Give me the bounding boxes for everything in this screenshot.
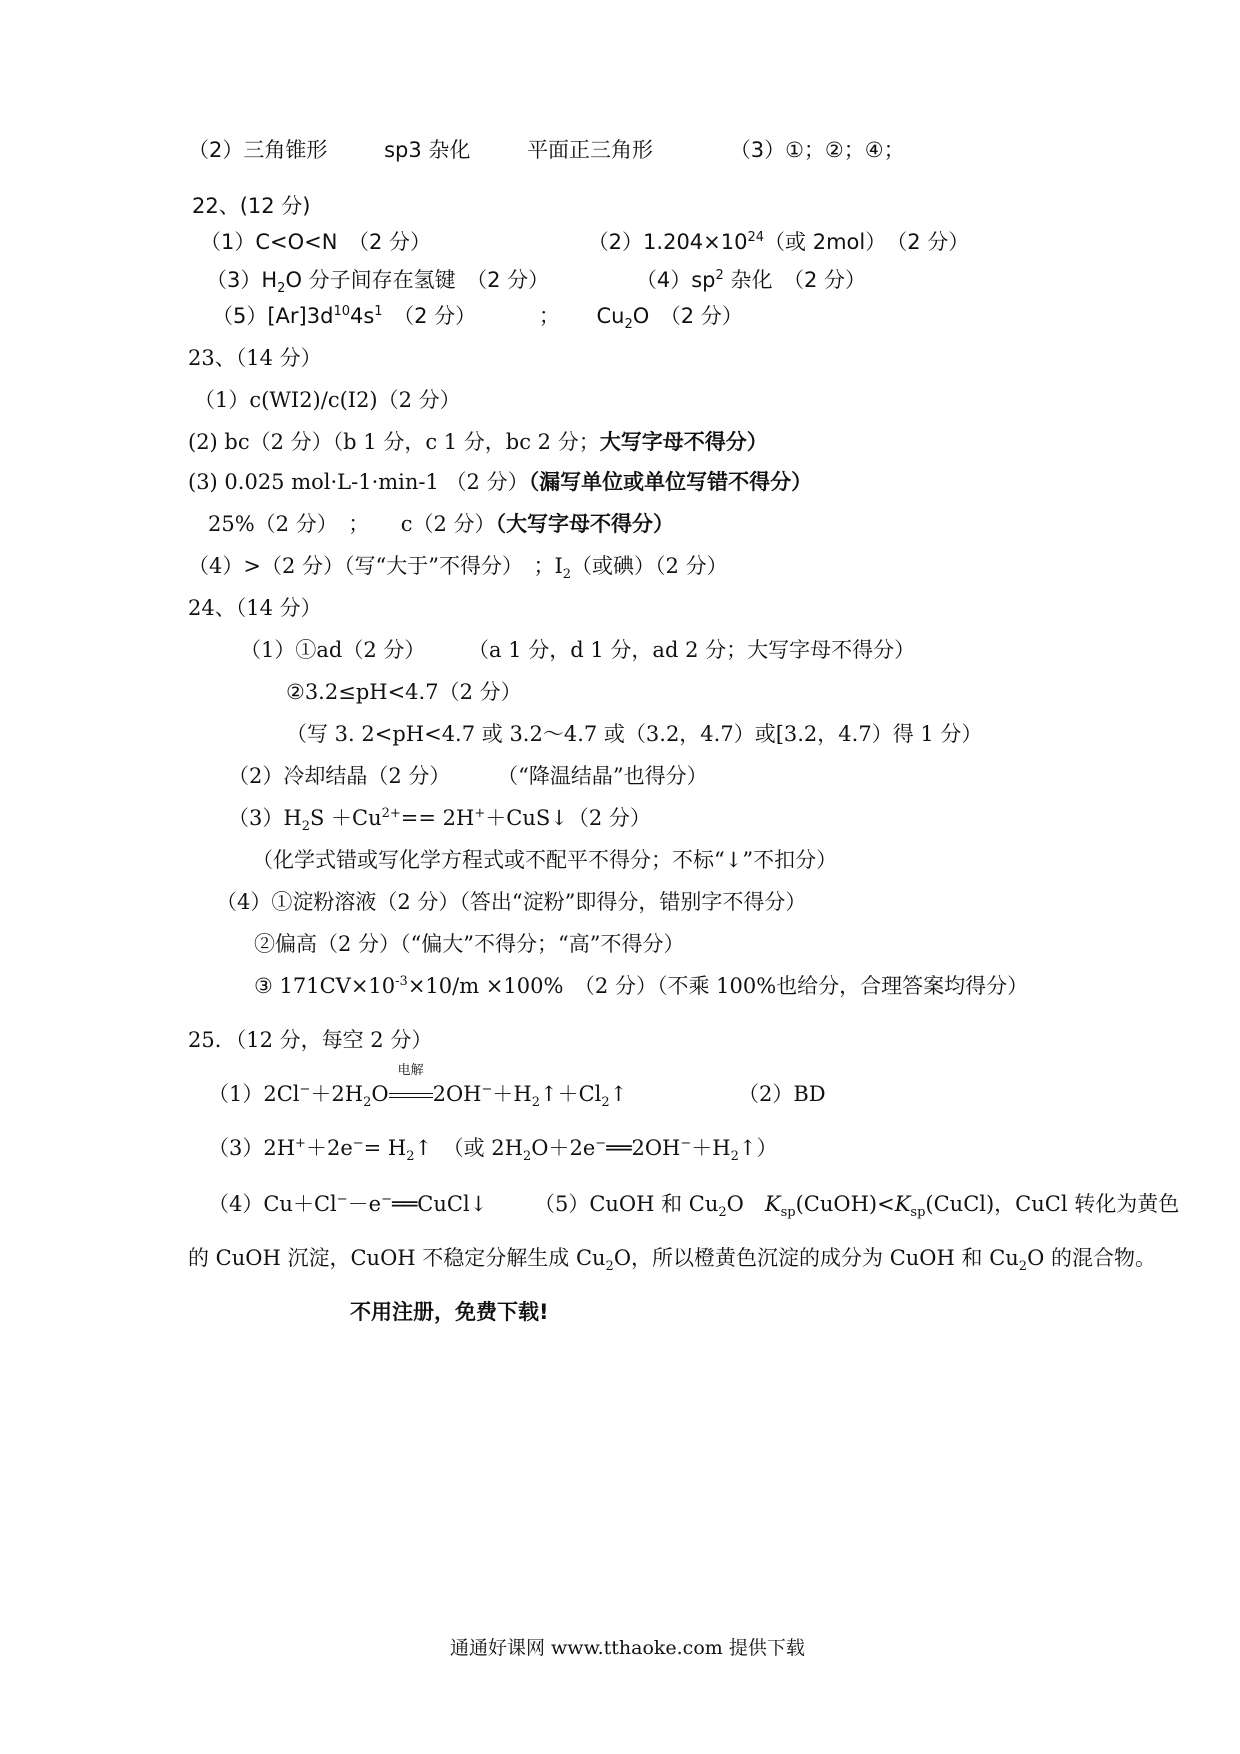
equals-sign	[389, 1093, 433, 1098]
answer-text: （2）冷却结晶（2 分）	[228, 764, 451, 788]
answer-text: O （2 分）	[632, 304, 743, 328]
answer-text: ＋CuS↓（2 分）	[485, 806, 651, 830]
answer-line-22-1	[200, 228, 969, 256]
subscript: 2	[1018, 1259, 1028, 1275]
superscript: +	[295, 1136, 306, 1151]
answer-text: O 分子间存在氢键 （2 分）	[285, 268, 550, 292]
answer-line-25-3	[208, 1134, 778, 1165]
answer-text: 2OH	[432, 1082, 482, 1106]
answer-line-24-3b: （化学式错或写化学方程式或不配平不得分；不标“↓”不扣分）	[252, 848, 838, 872]
superscript: -3	[395, 974, 408, 989]
subscript: sp	[910, 1205, 926, 1221]
subscript: 2	[301, 819, 310, 835]
answer-note: （漏写单位或单位写错不得分）	[528, 469, 813, 494]
answer-note: 大写字母不得分）	[599, 429, 768, 454]
subscript: sp	[780, 1205, 796, 1221]
answer-line-22-5	[212, 302, 743, 333]
answer-line-24-4c	[254, 972, 1028, 1000]
answer-text: （5）CuOH 和 Cu	[533, 1192, 719, 1216]
answer-text: （1）2Cl	[208, 1082, 300, 1106]
answer-text: ＋2e	[305, 1136, 353, 1160]
answer-line-24-1c: （写 3. 2<pH<4.7 或 3.2～4.7 或（3.2，4.7）或[3.2，4.7）得 1 分）	[286, 722, 983, 746]
answer-line-25-5b	[188, 1244, 1156, 1275]
answer-note: （大写字母不得分）	[495, 511, 675, 536]
superscript: −	[336, 1192, 348, 1207]
answer-text: （3）H	[228, 806, 302, 830]
answer-line-24-2	[228, 762, 708, 790]
answer-text: ↑＋Cl	[540, 1082, 602, 1106]
answer-text: O 的混合物。	[1027, 1246, 1156, 1270]
answer-text: ＋2H	[310, 1082, 364, 1106]
answer-text: (CuOH)<	[795, 1192, 895, 1216]
superscript: −	[299, 1082, 311, 1097]
superscript: +	[474, 806, 486, 821]
subscript: 2	[562, 567, 572, 583]
answer-text: ＋H	[492, 1082, 532, 1106]
subscript: 2	[718, 1205, 727, 1221]
answer-text: ＋H	[691, 1136, 731, 1160]
download-notice: 不用注册，免费下载!	[350, 1300, 549, 1324]
subscript: 2	[605, 1259, 614, 1275]
answer-text: （4）>（2 分）（写“大于”不得分） ；I	[188, 554, 563, 578]
answer-text: （3）2H	[208, 1136, 296, 1160]
superscript: 2+	[381, 806, 401, 821]
answer-text: （2 分）	[382, 304, 477, 328]
superscript: −	[481, 1082, 493, 1097]
answer-line-23-4	[188, 552, 728, 583]
answer-line-21-2	[188, 136, 905, 164]
answer-text: ↑	[609, 1082, 628, 1106]
answer-text: －e	[347, 1192, 382, 1216]
answer-line-24-3	[228, 804, 651, 835]
ksp-symbol: K	[764, 1192, 781, 1216]
answer-text: （2）1.204×10	[587, 230, 748, 254]
answer-text: (CuCl)，CuCl 转化为黄色	[925, 1192, 1180, 1216]
answer-text: （4）Cu＋Cl	[208, 1192, 337, 1216]
answer-text: （或 2mol） （2 分）	[764, 230, 970, 254]
answer-text: ══2OH	[606, 1136, 681, 1160]
superscript: 10	[333, 304, 350, 319]
answer-text: = H	[363, 1136, 407, 1160]
superscript: −	[381, 1192, 392, 1207]
answer-line-24-1	[240, 636, 915, 664]
answer-text: O，所以橙黄色沉淀的成分为 CuOH 和 Cu	[613, 1246, 1019, 1270]
answer-text: O	[726, 1192, 765, 1216]
subscript: 2	[406, 1149, 415, 1165]
superscript: −	[595, 1136, 607, 1151]
subscript: 2	[277, 281, 286, 297]
answer-text: ══CuCl↓	[392, 1192, 488, 1216]
answer-text: (2) bc（2 分）（b 1 分，c 1 分，bc 2 分；	[188, 430, 600, 454]
answer-text: （1）①ad（2 分）	[240, 638, 426, 662]
condition-label: 电解	[397, 1063, 424, 1078]
answer-text: 4s	[349, 304, 375, 328]
answer-text: ③ 171CV×10	[254, 974, 396, 998]
question-heading-22: 22、(12 分)	[192, 194, 311, 218]
superscript: −	[680, 1136, 692, 1151]
answer-text: ×10/m ×100% （2 分）（不乘 100%也给分，合理答案均得分）	[407, 974, 1029, 998]
superscript: 24	[747, 230, 765, 245]
answer-text: （4）sp	[635, 268, 716, 292]
subscript: 2	[531, 1095, 541, 1111]
question-heading-23: 23、（14 分）	[188, 346, 322, 370]
answer-line-23-3b	[208, 510, 674, 538]
answer-line-24-4b: ②偏高（2 分）（“偏大”不得分；“高”不得分）	[254, 932, 685, 956]
answer-text: （或碘）（2 分）	[571, 554, 728, 578]
answer-text: （2）BD	[737, 1082, 826, 1106]
answer-text: 杂化 （2 分）	[723, 268, 867, 292]
answer-text: ；	[538, 304, 560, 328]
subscript: 2	[522, 1149, 532, 1165]
answer-text: Cu	[596, 304, 625, 328]
answer-line-23-3	[188, 468, 812, 496]
answer-text: （1）C<O<N （2 分）	[200, 230, 431, 254]
superscript: 1	[374, 304, 383, 319]
ksp-symbol: K	[894, 1192, 911, 1216]
answer-note: （“降温结晶”也得分）	[497, 764, 708, 788]
subscript: 2	[363, 1095, 372, 1111]
answer-text: （2）三角锥形	[188, 138, 328, 162]
answer-text: S ＋Cu	[309, 806, 382, 830]
answer-text: 平面正三角形	[527, 138, 654, 162]
answer-line-25-1	[208, 1063, 826, 1111]
answer-text: 25%（2 分） ； c（2 分）	[208, 512, 496, 536]
answer-line-22-3	[206, 266, 867, 297]
footer-text: 通通好课网 www.tthaoke.com 提供下载	[450, 1637, 805, 1659]
answer-line-23-2	[188, 428, 768, 456]
answer-line-24-4: （4）①淀粉溶液（2 分）（答出“淀粉”即得分，错别字不得分）	[216, 890, 807, 914]
answer-line-25-4	[208, 1190, 1180, 1221]
answer-text: == 2H	[400, 806, 475, 830]
subscript: 2	[730, 1149, 739, 1165]
answer-text: O	[371, 1082, 389, 1106]
subscript: 2	[624, 317, 633, 333]
answer-text: （3）H	[206, 268, 278, 292]
answer-text: sp3 杂化	[384, 138, 471, 162]
answer-text: (3) 0.025 mol·L-1·min-1 （2 分）	[188, 470, 529, 494]
answer-note: （a 1 分，d 1 分，ad 2 分；大写字母不得分）	[468, 638, 916, 662]
answer-line-24-1b: ②3.2≤pH<4.7（2 分）	[286, 680, 522, 704]
superscript: −	[352, 1136, 364, 1151]
question-heading-24: 24、（14 分）	[188, 596, 322, 620]
question-heading-25: 25．（12 分，每空 2 分）	[188, 1028, 433, 1052]
answer-text: （5）[Ar]3d	[212, 304, 334, 328]
answer-text: ↑）	[738, 1136, 778, 1160]
subscript: 2	[601, 1095, 610, 1111]
answer-line-23-1: （1）c(WI2)/c(I2)（2 分）	[194, 388, 461, 412]
answer-text: （3）①；②；④；	[729, 138, 905, 162]
electrolysis-condition	[389, 1063, 433, 1108]
answer-text: O＋2e	[531, 1136, 596, 1160]
superscript: 2	[715, 268, 724, 283]
answer-text: 的 CuOH 沉淀，CuOH 不稳定分解生成 Cu	[188, 1246, 606, 1270]
answer-text: ↑ （或 2H	[414, 1136, 523, 1160]
